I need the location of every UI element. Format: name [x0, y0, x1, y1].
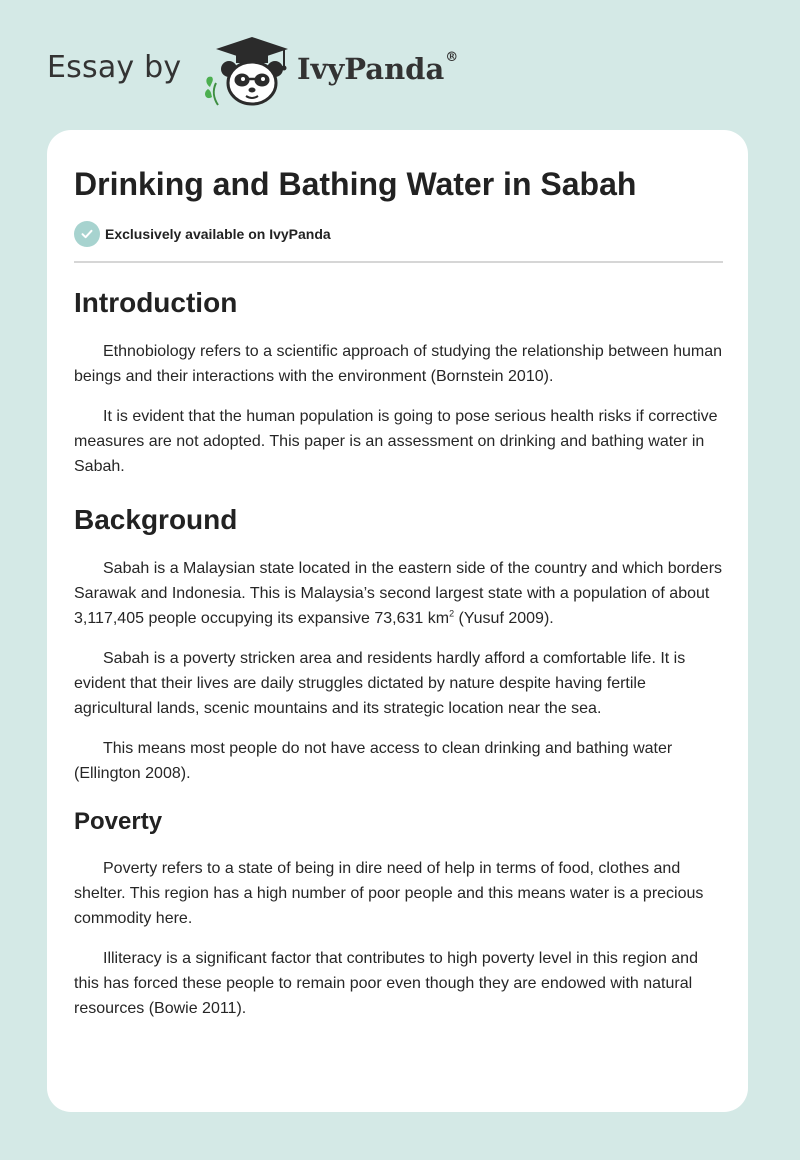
site-header	[47, 35, 507, 107]
section-heading-background: Background	[74, 504, 238, 535]
brand-name[interactable]	[297, 52, 458, 86]
panda-logo-icon[interactable]	[202, 35, 294, 107]
superscript: 2	[449, 608, 455, 619]
checkmark-icon	[74, 221, 100, 247]
paragraph: Sabah is a poverty stricken area and residents hardly afford a comfortable life. It is evident that their lives are daily struggles dictated by nature despite having fertile agricultural lands, scenic mountains and its strategic location near the sea.	[74, 650, 686, 717]
paragraph-text: Sabah is a Malaysian state located in the eastern side of the country and which borders Sarawak and Indonesia. This is Malaysia’s second largest state with a population of about 3,117,405 people occupying its expansive 73,631 km	[74, 560, 723, 627]
exclusive-badge-label: Exclusively available on IvyPanda	[105, 226, 331, 242]
section-heading-introduction: Introduction	[74, 287, 238, 318]
paragraph: It is evident that the human population is going to pose serious health risks if corrective measures are not adopted. This paper is an assessment on drinking and bathing water in Sabah.	[74, 408, 718, 475]
article-title: Drinking and Bathing Water in Sabah	[74, 166, 637, 202]
essay-by-label: Essay by	[47, 50, 182, 85]
paragraph-text: (Yusuf 2009).	[454, 610, 554, 627]
exclusive-badge	[74, 221, 331, 247]
registered-mark: ®	[445, 50, 459, 65]
paragraph: This means most people do not have access to clean drinking and bathing water (Ellington 2008).	[74, 740, 673, 782]
paragraph	[74, 556, 726, 631]
paragraph: Poverty refers to a state of being in dire need of help in terms of food, clothes and shelter. This region has a high number of poor people and this means water is a precious commodity here.	[74, 860, 704, 927]
paragraph: Illiteracy is a significant factor that contributes to high poverty level in this region and this has forced these people to remain poor even though they are endowed with natural resources (Bowie 2011).	[74, 950, 698, 1017]
brand-name-text: IvyPanda	[297, 52, 445, 86]
article-card	[47, 130, 748, 1112]
paragraph: Ethnobiology refers to a scientific approach of studying the relationship between human beings and their interactions with the environment (Bornstein 2010).	[74, 343, 723, 385]
section-heading-poverty: Poverty	[74, 808, 163, 835]
title-divider	[74, 261, 723, 263]
article-body	[74, 275, 726, 1021]
